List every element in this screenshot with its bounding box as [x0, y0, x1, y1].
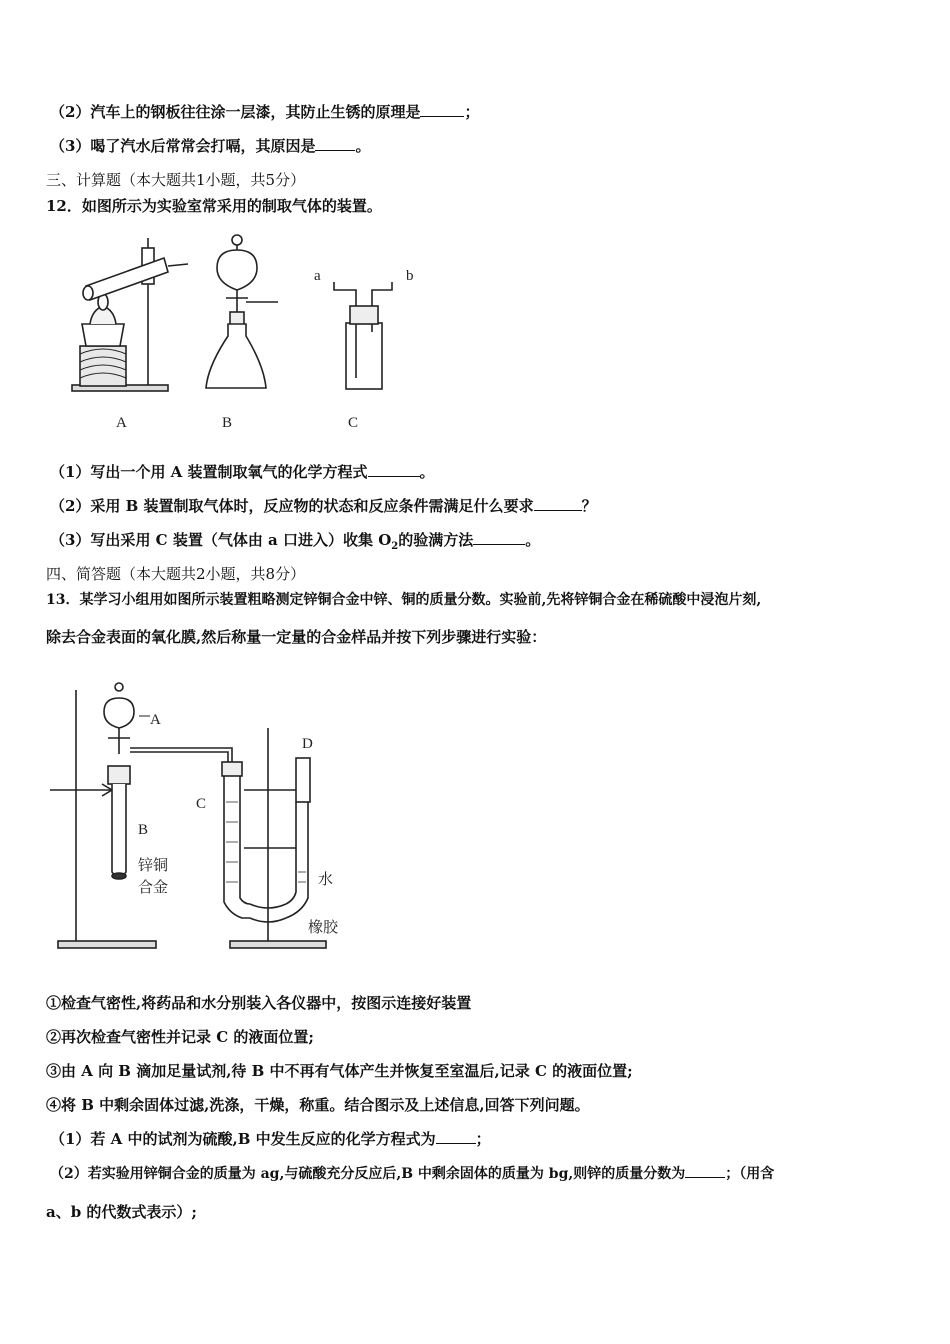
section-3-heading: 三、计算题（本大题共1小题，共5分） [46, 171, 306, 189]
q13-part2 [50, 1165, 774, 1183]
q13-stem-line2: 除去合金表面的氧化膜,然后称量一定量的合金样品并按下列步骤进行实验： [46, 628, 547, 646]
q11-part3-text: （3）喝了汽水后常常会打嗝，其原因是 [50, 137, 316, 155]
q12-part3-subscript: 2 [391, 541, 399, 552]
q12-part3-end: 。 [525, 531, 541, 549]
label-d: D [302, 736, 313, 752]
q13-part2-continuation: a、b 的代数式表示）; [46, 1203, 197, 1221]
q11-part3-end: 。 [355, 137, 371, 155]
q13-stem-line1: 13．某学习小组用如图所示装置粗略测定锌铜合金中锌、铜的质量分数。实验前,先将锌铜合金在稀硫酸中浸泡片刻, [46, 592, 762, 608]
label-a: A [150, 712, 161, 728]
q11-part2 [50, 103, 479, 121]
answer-blank [685, 1165, 725, 1178]
q12-part3 [50, 531, 540, 556]
q13-part2-text: （2）若实验用锌铜合金的质量为 ag,与硫酸充分反应后,B 中剩余固体的质量为 bg,则锌的质量分数为 [50, 1166, 686, 1182]
label-alloy-line2: 合金 [138, 878, 169, 896]
answer-blank [534, 498, 582, 511]
apparatus-left [50, 683, 232, 948]
q13-step2: ②再次检查气密性并记录 C 的液面位置; [46, 1028, 314, 1046]
q13-step3: ③由 A 向 B 滴加足量试剂,待 B 中不再有气体产生并恢复至室温后,记录 C 的液面位置; [46, 1062, 633, 1080]
label-b: B [138, 822, 149, 838]
q11-part3 [50, 137, 370, 155]
q12-part2-end: ？ [581, 497, 597, 515]
answer-blank [473, 532, 525, 545]
q11-part2-text: （2）汽车上的钢板往往涂一层漆，其防止生锈的原理是 [50, 103, 421, 121]
q12-figure [60, 228, 440, 438]
q13-step1: ①检查气密性,将药品和水分别装入各仪器中，按图示连接好装置 [46, 994, 472, 1012]
q12-part1-end: 。 [419, 463, 435, 481]
q12-part1 [50, 463, 435, 481]
q12-part3-text: （3）写出采用 C 装置（气体由 a 口进入）收集 O [50, 531, 392, 549]
label-water: 水 [318, 870, 334, 888]
q12-part1-text: （1）写出一个用 A 装置制取氧气的化学方程式 [50, 463, 368, 481]
apparatus-right [222, 728, 326, 948]
q13-part1-end: ； [475, 1130, 491, 1148]
label-c: C [196, 796, 207, 812]
q13-step4: ④将 B 中剩余固体过滤,洗涤，干燥，称重。结合图示及上述信息,回答下列问题。 [46, 1096, 590, 1114]
answer-blank [368, 464, 420, 477]
q12-part2-text: （2）采用 B 装置制取气体时，反应物的状态和反应条件需满足什么要求 [50, 497, 534, 515]
q13-part1 [50, 1130, 491, 1148]
q13-figure [46, 682, 366, 958]
apparatus-b [206, 235, 278, 388]
answer-blank [420, 104, 464, 117]
q11-part2-end: ； [464, 103, 480, 121]
label-a: A [116, 415, 127, 431]
q13-part2-end: ；（用含 [725, 1166, 775, 1182]
section-4-heading: 四、简答题（本大题共2小题，共8分） [46, 565, 306, 583]
q12-stem: 12．如图所示为实验室常采用的制取气体的装置。 [46, 197, 382, 215]
label-rubber: 橡胶 [308, 918, 339, 936]
answer-blank [436, 1131, 476, 1144]
answer-blank [315, 138, 355, 151]
q12-part3-text2: 的验满方法 [398, 531, 474, 549]
label-c: C [348, 415, 359, 431]
apparatus-a [72, 238, 188, 391]
q12-part2 [50, 497, 597, 515]
q13-part1-text: （1）若 A 中的试剂为硫酸,B 中发生反应的化学方程式为 [50, 1130, 436, 1148]
port-a-label: a [314, 268, 321, 284]
label-alloy-line1: 锌铜 [138, 856, 169, 874]
apparatus-c [334, 282, 392, 389]
port-b-label: b [406, 268, 414, 284]
label-b: B [222, 415, 233, 431]
